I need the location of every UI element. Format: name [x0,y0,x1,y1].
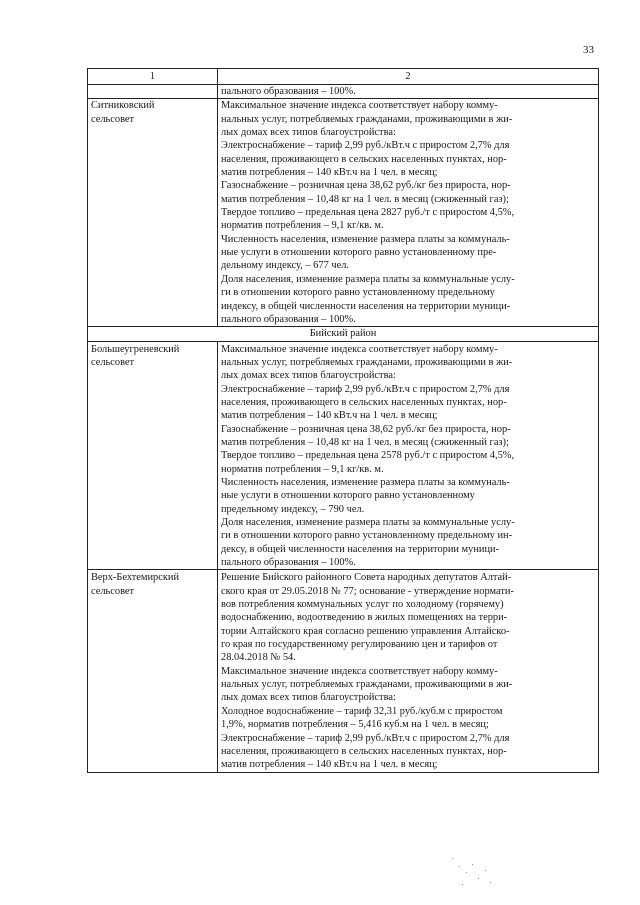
row-text-sitnikovsky: Максимальное значение индекса соответствует набору комму- нальных услуг, потребляемых гражданами, проживающими в жи- лых домах всех типов благоустройства: Электроснабжение – тариф 2,99 руб./кВт.ч с приростом 2,7% для населения, проживающего в сельских населенных пунктах, нор- матив потребления – 140 кВт.ч на 1 чел. в месяц; Газоснабжение – розничная цена 38,62 руб./кг без прироста, нор- матив потребления – 10,48 кг на 1 чел. в месяц (сжиженный газ); Твердое топливо – предельная цена 2827 руб./т с приростом 4,5%, норматив потребления – 9,1 кг/кв. м. Численность населения, изменение размера платы за коммуналь- ные услуги в отношении которого равно установленному пре- дельному индексу, – 677 чел. Доля населения, изменение размера платы за коммунальные услу- ги в отношении которого равно установленному предельному индексу, в общей численности населения на территории муници- пального образования – 100%. [218,99,599,327]
table-header-row [88,69,599,85]
header-col-1: 1 [88,69,218,85]
table-row [88,341,599,570]
page-number: 33 [583,44,594,56]
document-table [87,68,599,773]
region-row [88,327,599,341]
table-row [88,99,599,327]
row-text-verkh-bekhtemirsky: Решение Бийского районного Совета народных депутатов Алтай- ского края от 29.05.2018 № 77; основание - утверждение нормати- вов потребления коммунальных услуг по холодному (горячему) водоснабжению, водоотведению в жилых помещениях на терри- тории Алтайского края согласно решению управления Алтайско- го края по государственному регулированию цен и тарифов от 28.04.2018 № 54. Максимальное значение индекса соответствует набору комму- нальных услуг, потребляемых гражданами, проживающими в жи- лых домах всех типов благоустройства: Холодное водоснабжение – тариф 32,31 руб./куб.м с приростом 1,9%, норматив потребления – 5,416 куб.м на 1 чел. в месяц; Электроснабжение – тариф 2,99 руб./кВт.ч с приростом 2,7% для населения, проживающего в сельских населенных пунктах, нор- матив потребления – 140 кВт.ч на 1 чел. в месяц; [218,570,599,772]
region-title: Бийский район [88,327,599,341]
table-row [88,570,599,772]
row-name-verkh-bekhtemirsky: Верх-Бехтемирский сельсовет [88,570,218,772]
header-col-2: 2 [218,69,599,85]
continuation-text: пального образования – 100%. [218,85,599,99]
row-name-cell [88,85,218,99]
table-row [88,85,599,99]
row-text-bolsheugrenevsky: Максимальное значение индекса соответствует набору комму- нальных услуг, потребляемых гражданами, проживающими в жи- лых домах всех типов благоустройства: Электроснабжение – тариф 2,99 руб./кВт.ч с приростом 2,7% для населения, проживающего в сельских населенных пунктах, нор- матив потребления – 140 кВт.ч на 1 чел. в месяц; Газоснабжение – розничная цена 38,62 руб./кг без прироста, нор- матив потребления – 10,48 кг на 1 чел. в месяц (сжиженный газ); Твердое топливо – предельная цена 2578 руб./т с приростом 4,5%, норматив потребления – 9,1 кг/кв. м. Численность населения, изменение размера платы за коммуналь- ные услуги в отношении которого равно установленному предельному индексу, – 790 чел. Доля населения, изменение размера платы за коммунальные услу- ги в отношении которого равно установленному предельному ин- дексу, в общей численности населения на территории муници- пального образования – 100%. [218,341,599,570]
row-name-sitnikovsky: Ситниковский сельсовет [88,99,218,327]
row-name-bolsheugrenevsky: Большеугреневский сельсовет [88,341,218,570]
